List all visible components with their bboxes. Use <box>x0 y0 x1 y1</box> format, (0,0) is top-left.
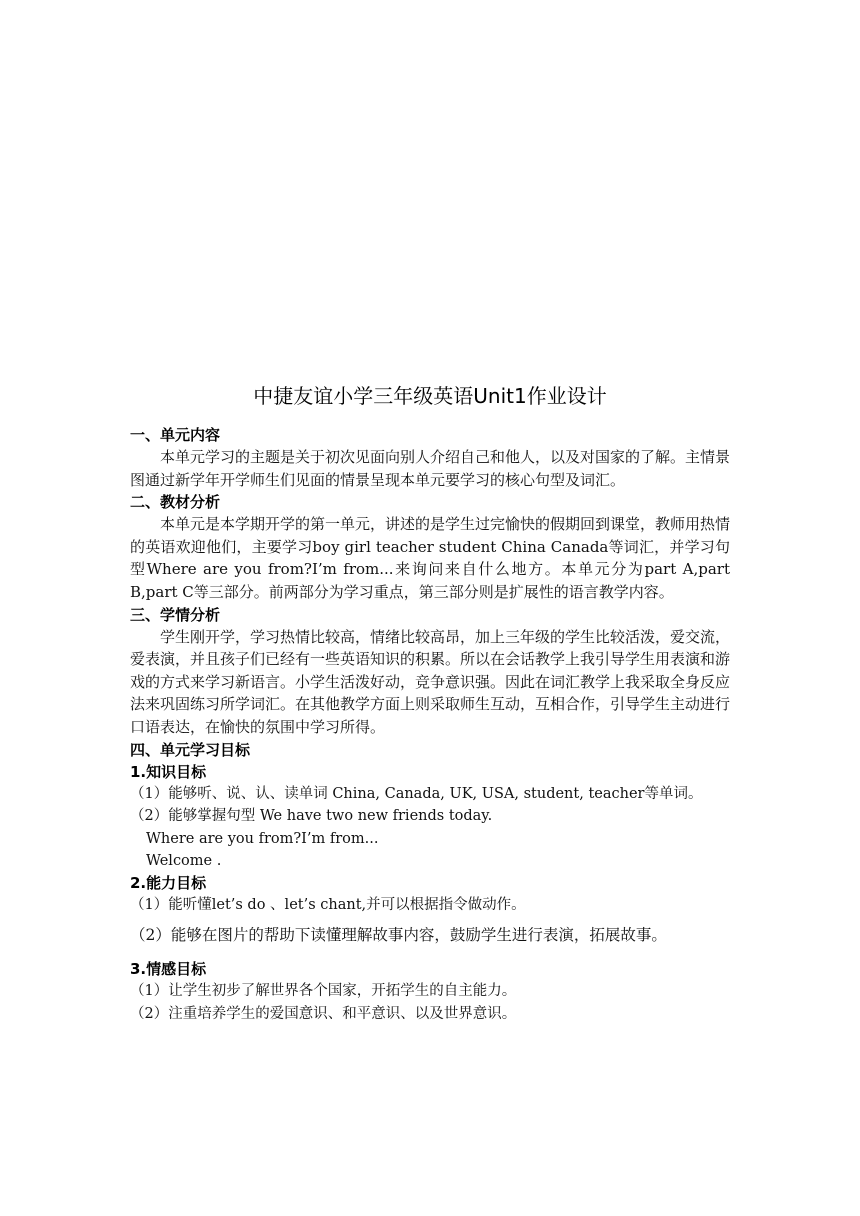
subheading-emotion-goals: 3.情感目标 <box>130 960 207 979</box>
subheading-ability-goals: 2.能力目标 <box>130 873 207 892</box>
knowledge-goal-item-1: （1）能够听、说、认、读单词 China, Canada, UK, USA, student, teacher等单词。 <box>130 785 703 802</box>
knowledge-goal-item-2: （2）能够掌握句型 We have two new friends today. <box>130 808 493 825</box>
section-text-material-analysis: 本单元是本学期开学的第一单元，讲述的是学生过完愉快的假期回到课堂，教师用热情的英语欢迎他们，主要学习boy girl teacher student China Canada等词汇，并学习句型Where are you from?I’m from...来询问来自什么地方。本单元分为part A,part B,part C等三部分。前两部分为学习重点，第三部分则是扩展性的语言教学内容。 <box>130 515 731 601</box>
emotion-goal-item-1: （1）让学生初步了解世界各个国家，开拓学生的自主能力。 <box>130 983 517 1000</box>
section-text-learner-analysis: 学生刚开学，学习热情比较高，情绪比较高昂，加上三年级的学生比较活泼，爱交流，爱表演，并且孩子们已经有一些英语知识的积累。所以在会话教学上我引导学生用表演和游戏的方式来学习新语言。小学生活泼好动，竞争意识强。因此在词汇教学上我采取全身反应法来巩固练习所学词汇。在其他教学方面上则采取师生互动，互相合作，引导学生主动进行口语表达，在愉快的氛围中学习所得。 <box>130 627 731 736</box>
document-title: 中捷友谊小学三年级英语Unit1作业设计 <box>253 384 607 408</box>
section-heading-learner-analysis: 三、学情分析 <box>130 605 221 624</box>
document-page <box>130 380 730 1026</box>
ability-goal-item-2: （2）能够在图片的帮助下读懂理解故事内容，鼓励学生进行表演，拓展故事。 <box>130 926 667 945</box>
section-text-unit-content: 本单元学习的主题是关于初次见面向别人介绍自己和他人，以及对国家的了解。主情景图通过新学年开学师生们见面的情景呈现本单元要学习的核心句型及词汇。 <box>130 448 731 489</box>
emotion-goal-item-2: （2）注重培养学生的爱国意识、和平意识、以及世界意识。 <box>130 1005 517 1022</box>
subheading-knowledge-goals: 1.知识目标 <box>130 762 207 781</box>
knowledge-goal-item-2-line-2: Where are you from?I’m from... <box>146 830 379 847</box>
ability-goal-item-1: （1）能听懂let’s do 、let’s chant,并可以根据指令做动作。 <box>130 896 526 913</box>
section-heading-learning-goals: 四、单元学习目标 <box>130 740 251 759</box>
knowledge-goal-item-2-line-3: Welcome . <box>146 852 222 869</box>
section-heading-unit-content: 一、单元内容 <box>130 426 221 444</box>
section-heading-material-analysis: 二、教材分析 <box>130 493 221 512</box>
